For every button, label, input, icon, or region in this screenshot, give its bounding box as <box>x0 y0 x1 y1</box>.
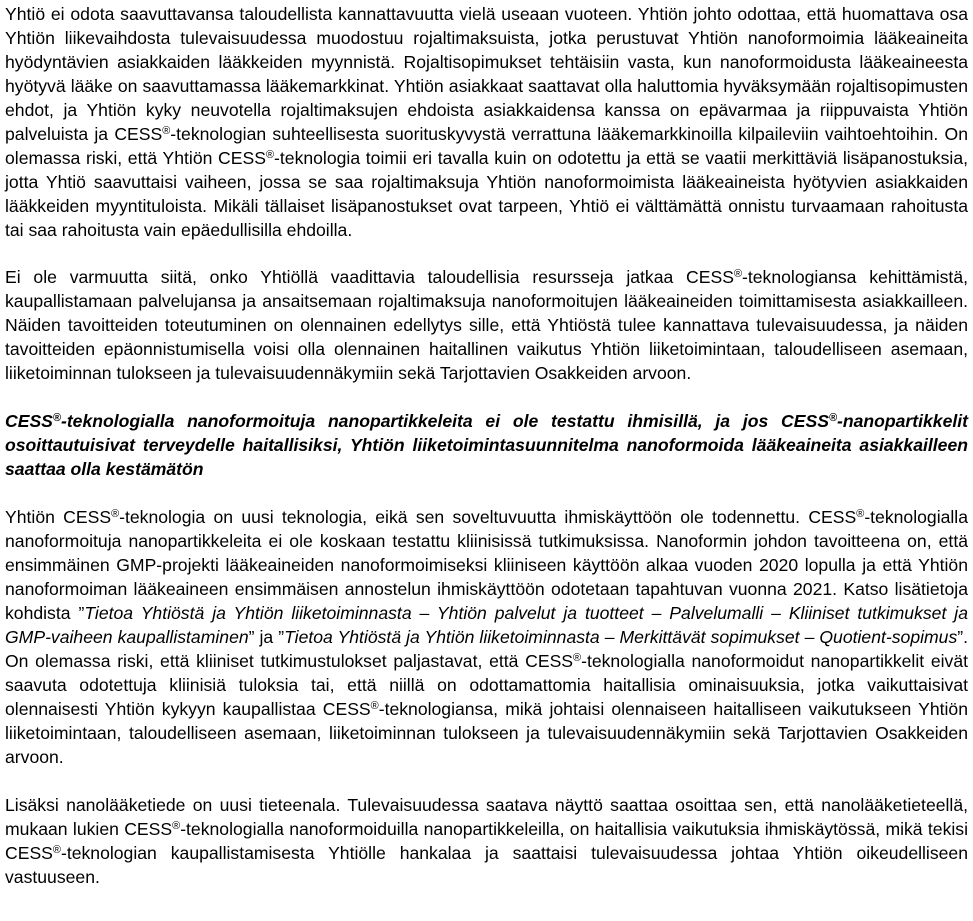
cross-reference-quotient: Tietoa Yhtiöstä ja Yhtiön liiketoiminnasta – Merkittävät sopimukset – Quotient-sopimus <box>284 627 958 647</box>
spacer <box>5 481 968 505</box>
paragraph-nanomedicine: Lisäksi nanolääketiede on uusi tieteenala. Tulevaisuudessa saatava näyttö saattaa osoittaa sen, että nanolääketieteellä, mukaan lukien CESS®-teknologialla nanoformoiduilla nanopartikkeleilla, on haitallisia vaikutuksia ihmiskäytössä, mikä tekisi CESS®-teknologian kaupallistamisesta Yhtiölle hankalaa ja saattaisi tulevaisuudessa johtaa Yhtiön oikeudelliseen vastuuseen. <box>5 795 969 887</box>
registered-mark: ® <box>52 411 61 424</box>
registered-mark: ® <box>573 651 582 664</box>
spacer <box>5 385 968 409</box>
section-heading-risk: CESS®-teknologialla nanoformoituja nanopartikkeleita ei ole testattu ihmisillä, ja jos CESS®-nanopartikkelit osoittautuisivat terveydelle haitallisiksi, Yhtiön liiketoimintasuunnitelma nanoformoida lääkeaineita asiakkailleen saattaa olla kestämätön <box>5 411 968 479</box>
registered-mark: ® <box>733 267 743 280</box>
cross-reference-clinical: Tietoa Yhtiöstä ja Yhtiön liiketoiminnasta – Yhtiön palvelut ja tuotteet – Palvelumalli – Kliiniset tutkimukset ja GMP-vaiheen kaupallistaminen <box>5 603 968 647</box>
registered-mark: ® <box>856 507 865 520</box>
registered-mark: ® <box>370 699 379 712</box>
spacer <box>5 242 968 265</box>
registered-mark: ® <box>111 507 120 520</box>
paragraph-profitability: Yhtiö ei odota saavuttavansa taloudellista kannattavuutta vielä useaan vuoteen. Yhtiön johto odottaa, että huomattava osa Yhtiön liikevaihdosta tulevaisuudessa muodostuu rojaltimaksuista, jotka perustuvat Yhtiön nanoformoimia lääkeaineita hyödyntävien asiakkaiden lääkkeiden myynnistä. Rojaltisopimukset tehtäisiin vasta, kun nanoformoidusta lääkeaineesta hyötyvä lääke on saavuttamassa lääkemarkkinat. Yhtiön asiakkaat saattavat olla haluttomia hyväksymään rojaltisopimusten ehdot, ja Yhtiön kyky neuvotella rojaltimaksujen ehdoista asiakkaidensa kanssa on epävarmaa ja riippuvaista Yhtiön palveluista ja CESS®-teknologian suhteellisesta suorituskyvystä verrattuna lääkemarkkinoilla kilpaileviin vaihtoehtoihin. On olemassa riski, että Yhtiön CESS®-teknologia toimii eri tavalla kuin on odotettu ja että se vaatii merkittäviä lisäpanostuksia, jotta Yhtiö saavuttaisi vaiheen, jossa se saa rojaltimaksuja Yhtiön nanoformoimista lääkeaineista hyötyvien asiakkaiden lääkkeiden myyntituloista. Mikäli tällaiset lisäpanostukset ovat tarpeen, Yhtiö ei välttämättä onnistu turvaamaan rahoitusta tai saa rahoitusta vain epäedullisilla ehdoilla. <box>5 4 968 240</box>
registered-mark: ® <box>162 124 171 137</box>
registered-mark: ® <box>828 411 837 424</box>
registered-mark: ® <box>265 148 275 161</box>
document-page <box>5 2 968 889</box>
registered-mark: ® <box>52 843 61 856</box>
registered-mark: ® <box>172 819 181 832</box>
paragraph-human-testing: Yhtiön CESS®-teknologia on uusi teknologia, eikä sen soveltuvuutta ihmiskäyttöön ole todennettu. CESS®-teknologialla nanoformoituja nanopartikkeleita ei ole koskaan testattu kliinisissä tutkimuksissa. Nanoformin johdon tavoitteena on, että ensimmäinen GMP-projekti lääkeaineiden nanoformoimiseksi kliiniseen käyttöön alkaa vuoden 2020 lopulla ja että Yhtiön nanoformoiman lääkeaineen ensimmäisen annostelun ihmiskäyttöön odotetaan tapahtuvan vuonna 2021. Katso lisätietoja kohdista ”Tietoa Yhtiöstä ja Yhtiön liiketoiminnasta – Yhtiön palvelut ja tuotteet – Palvelumalli – Kliiniset tutkimukset ja GMP-vaiheen kaupallistaminen” ja ”Tietoa Yhtiöstä ja Yhtiön liiketoiminnasta – Merkittävät sopimukset – Quotient-sopimus”. On olemassa riski, että kliiniset tutkimustulokset paljastavat, että CESS®-teknologialla nanoformoidut nanopartikkelit eivät saavuta odotettuja kliinisiä tuloksia tai, että niillä on odottamattomia haitallisia ominaisuuksia, jotka vaikuttaisivat olennaisesti Yhtiön kykyyn kaupallistaa CESS®-teknologiansa, mikä johtaisi olennaiseen haitalliseen vaikutukseen Yhtiön liiketoimintaan, taloudelliseen asemaan, liiketoiminnan tulokseen ja tulevaisuudennäkymiin sekä Tarjottavien Osakkeiden arvoon. <box>5 507 969 767</box>
paragraph-financial-resources: Ei ole varmuutta siitä, onko Yhtiöllä vaadittavia taloudellisia resursseja jatkaa CESS®-teknologiansa kehittämistä, kaupallistamaan palvelujansa ja ansaitsemaan rojaltimaksuja nanoformoitujen lääkeaineiden toimittamisesta asiakkailleen. Näiden tavoitteiden toteutuminen on olennainen edellytys sille, että Yhtiöstä tulee kannattava tulevaisuudessa, ja näiden tavoitteiden epäonnistumisella voisi olla olennainen haitallinen vaikutus Yhtiön liiketoimintaan, taloudelliseen asemaan, liiketoiminnan tulokseen ja tulevaisuudennäkymiin sekä Tarjottavien Osakkeiden arvoon. <box>5 267 968 383</box>
spacer <box>5 769 968 793</box>
